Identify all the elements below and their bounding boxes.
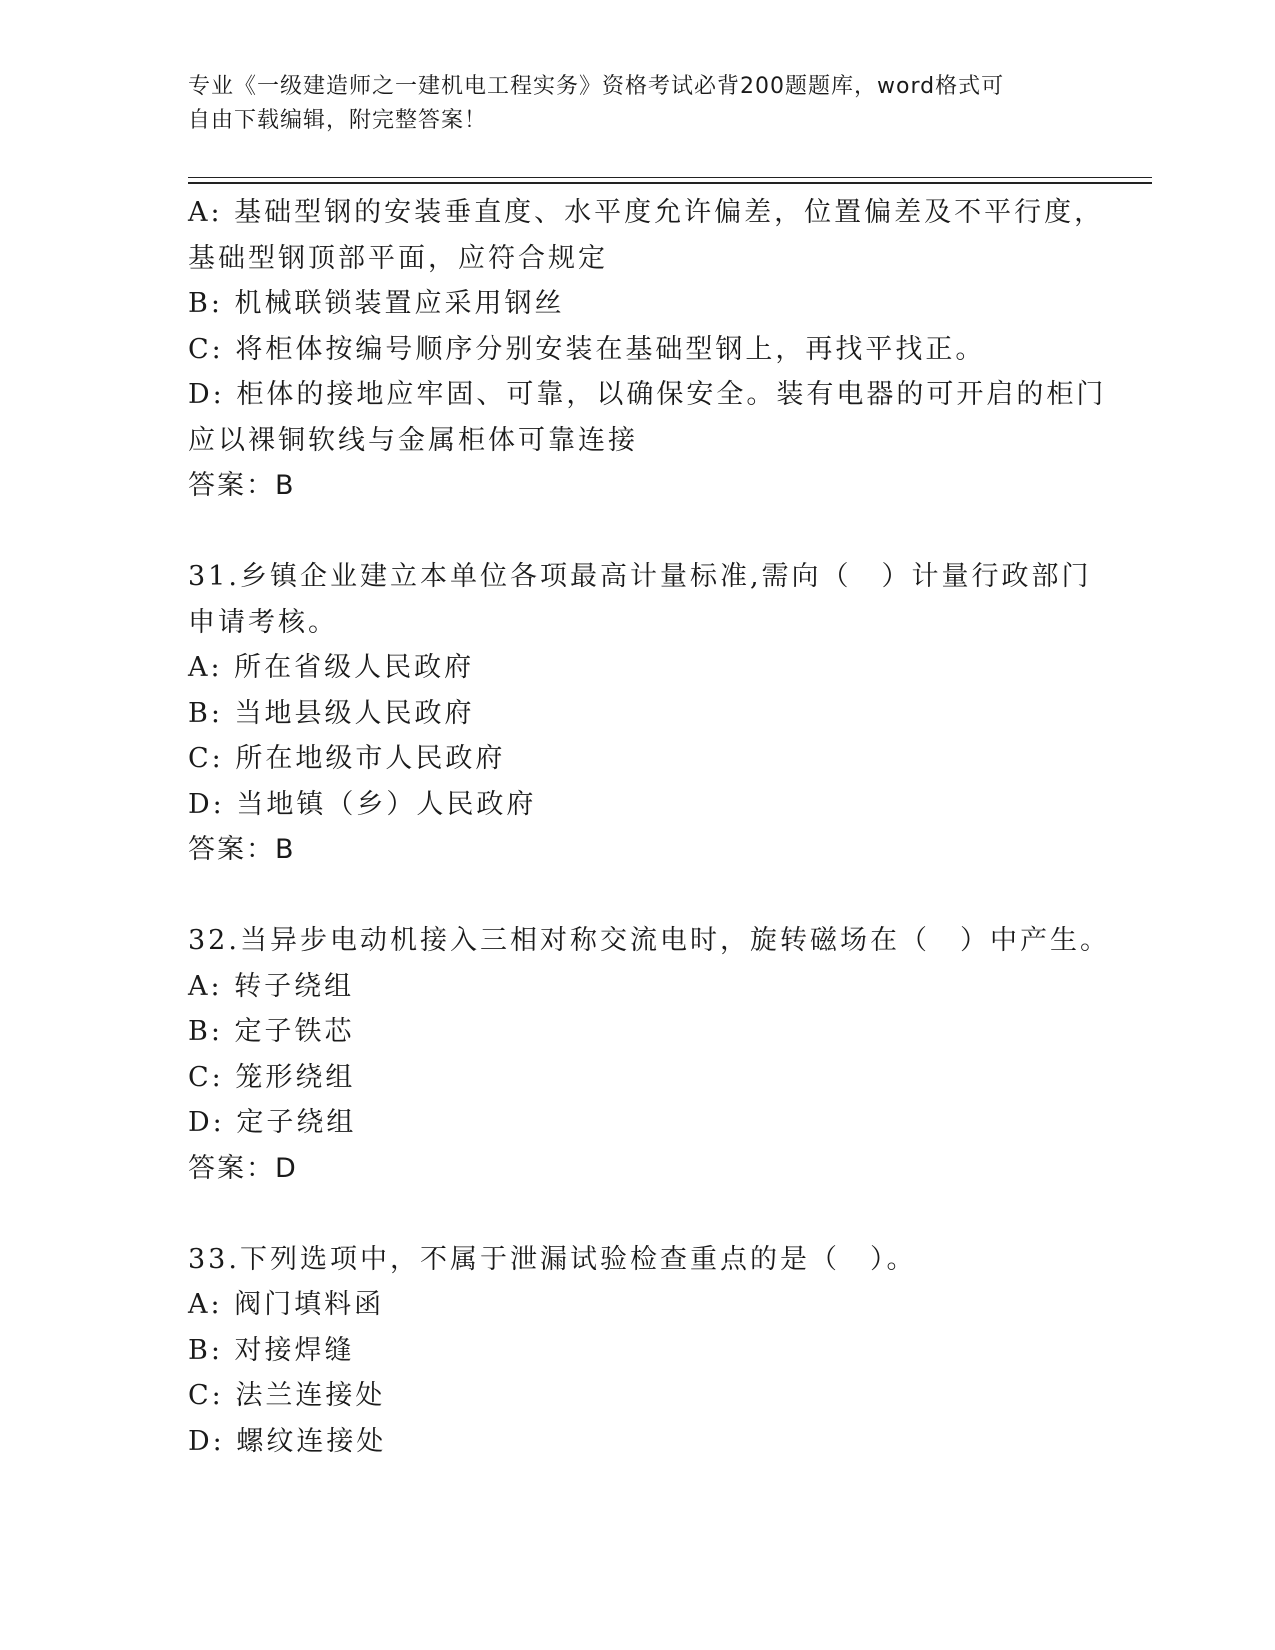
header-line-1: 专业《一级建造师之一建机电工程实务》资格考试必背200题题库，word格式可: [188, 74, 1005, 99]
q31-option-c: C: 所在地级市人民政府: [188, 743, 506, 774]
q32-answer: 答案：D: [188, 1152, 298, 1184]
spacer: [188, 1191, 1088, 1237]
spacer: [188, 873, 1088, 919]
q30-option-d-line-1: D: 柜体的接地应牢固、可靠，以确保安全。装有电器的可开启的柜门: [188, 379, 1107, 410]
question-30-block: [188, 190, 1107, 509]
q33-option-c: C: 法兰连接处: [188, 1380, 386, 1411]
q33-option-a: A: 阀门填料函: [188, 1289, 385, 1320]
q31-option-a: A: 所在省级人民政府: [188, 652, 475, 683]
q31-option-d: D: 当地镇（乡）人民政府: [188, 788, 537, 820]
question-list: [188, 190, 1110, 1464]
q32-option-a: A: 转子绕组: [188, 970, 355, 1002]
q32-option-d: D: 定子绕组: [188, 1107, 357, 1138]
document-header: [188, 70, 1068, 138]
q31-answer: 答案：B: [188, 834, 296, 865]
header-line-2: 自由下载编辑，附完整答案！: [188, 108, 488, 133]
q30-option-a-line-2: 基础型钢顶部平面，应符合规定: [188, 242, 608, 274]
q31-question-line-2: 申请考核。: [188, 606, 338, 638]
q30-answer: 答案：B: [188, 470, 296, 501]
q32-question: 32.当异步电动机接入三相对称交流电时，旋转磁场在（ ）中产生。: [188, 925, 1110, 956]
question-31-block: [188, 554, 1092, 873]
question-32-block: [188, 918, 1110, 1191]
q33-question: 33.下列选项中，不属于泄漏试验检查重点的是（ ）。: [188, 1243, 917, 1275]
q30-option-d-line-2: 应以裸铜软线与金属柜体可靠连接: [188, 424, 638, 456]
q31-question-line-1: 31.乡镇企业建立本单位各项最高计量标准,需向（ ）计量行政部门: [188, 561, 1092, 592]
header-divider-thin: [188, 177, 1152, 178]
q30-option-a-line-1: A: 基础型钢的安装垂直度、水平度允许偏差，位置偏差及不平行度，: [188, 197, 1105, 228]
q30-option-c: C: 将柜体按编号顺序分别安装在基础型钢上，再找平找正。: [188, 333, 986, 365]
q33-option-b: B: 对接焊缝: [188, 1334, 355, 1366]
question-33-block: [188, 1237, 1088, 1465]
q32-option-b: B: 定子铁芯: [188, 1016, 355, 1047]
q30-option-b: B: 机械联锁装置应采用钢丝: [188, 288, 565, 319]
spacer: [188, 509, 1088, 555]
header-divider-thick: [188, 182, 1152, 184]
q32-option-c: C: 笼形绕组: [188, 1061, 356, 1093]
q33-option-d: D: 螺纹连接处: [188, 1425, 387, 1457]
q31-option-b: B: 当地县级人民政府: [188, 697, 475, 729]
